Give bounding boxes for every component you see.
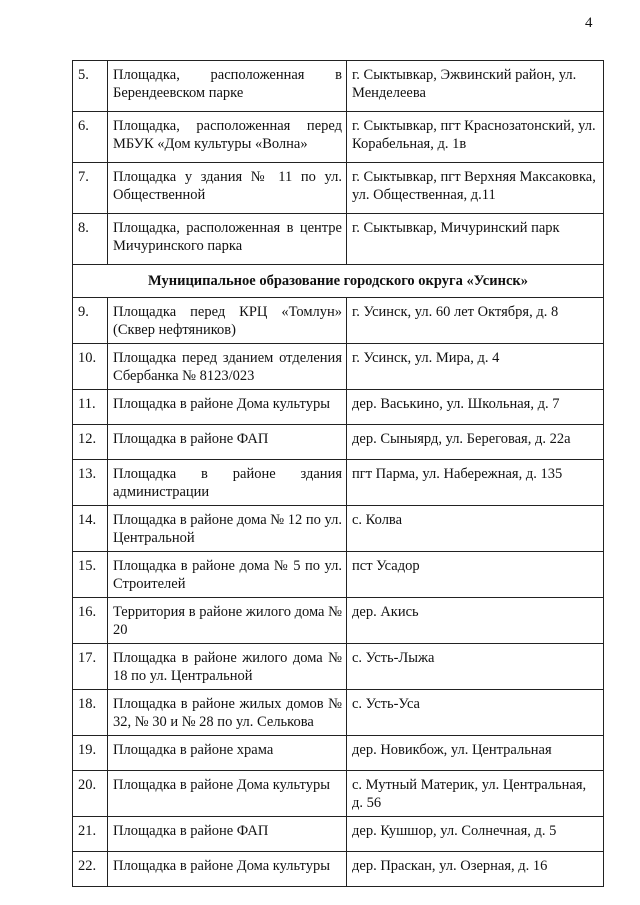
- table-row: [73, 61, 604, 112]
- site-address: дер. Акись: [347, 598, 604, 644]
- table-row: [73, 425, 604, 460]
- site-address: дер. Праскан, ул. Озерная, д. 16: [347, 852, 604, 887]
- site-name: Площадка у здания № 11 по ул. Общественной: [108, 163, 347, 214]
- row-number: 14.: [73, 506, 108, 552]
- page-number: 4: [585, 15, 593, 31]
- site-address: г. Сыктывкар, пгт Краснозатонский, ул. Корабельная, д. 1в: [347, 112, 604, 163]
- site-address: с. Усть-Лыжа: [347, 644, 604, 690]
- site-name: Площадка перед зданием отделения Сбербанка № 8123/023: [108, 344, 347, 390]
- site-address: г. Сыктывкар, Эжвинский район, ул. Менделеева: [347, 61, 604, 112]
- table-row: [73, 598, 604, 644]
- table-row: [73, 214, 604, 265]
- table-row: [73, 460, 604, 506]
- row-number: 18.: [73, 690, 108, 736]
- row-number: 8.: [73, 214, 108, 265]
- site-name: Площадка в районе Дома культуры: [108, 771, 347, 817]
- site-address: с. Колва: [347, 506, 604, 552]
- site-name: Площадка, расположенная перед МБУК «Дом культуры «Волна»: [108, 112, 347, 163]
- table-row: [73, 771, 604, 817]
- site-address: дер. Васькино, ул. Школьная, д. 7: [347, 390, 604, 425]
- site-address: пст Усадор: [347, 552, 604, 598]
- table-row: [73, 344, 604, 390]
- row-number: 12.: [73, 425, 108, 460]
- section-title: Муниципальное образование городского округа «Усинск»: [73, 265, 604, 298]
- table-row: [73, 163, 604, 214]
- row-number: 19.: [73, 736, 108, 771]
- table-row: [73, 736, 604, 771]
- site-name: Площадка в районе дома № 5 по ул. Строителей: [108, 552, 347, 598]
- table-row: [73, 690, 604, 736]
- sites-table: [72, 60, 604, 887]
- row-number: 13.: [73, 460, 108, 506]
- table-row: [73, 552, 604, 598]
- row-number: 16.: [73, 598, 108, 644]
- table-row: [73, 817, 604, 852]
- row-number: 5.: [73, 61, 108, 112]
- site-name: Площадка в районе ФАП: [108, 425, 347, 460]
- row-number: 11.: [73, 390, 108, 425]
- site-name: Площадка в районе жилых домов № 32, № 30 и № 28 по ул. Селькова: [108, 690, 347, 736]
- site-name: Площадка в районе жилого дома № 18 по ул. Центральной: [108, 644, 347, 690]
- row-number: 7.: [73, 163, 108, 214]
- row-number: 21.: [73, 817, 108, 852]
- row-number: 17.: [73, 644, 108, 690]
- site-name: Площадка перед КРЦ «Томлун» (Сквер нефтяников): [108, 298, 347, 344]
- table-row: [73, 390, 604, 425]
- row-number: 10.: [73, 344, 108, 390]
- site-address: дер. Кушшор, ул. Солнечная, д. 5: [347, 817, 604, 852]
- site-address: г. Усинск, ул. Мира, д. 4: [347, 344, 604, 390]
- row-number: 22.: [73, 852, 108, 887]
- site-name: Площадка в районе Дома культуры: [108, 852, 347, 887]
- site-address: пгт Парма, ул. Набережная, д. 135: [347, 460, 604, 506]
- table-row: [73, 852, 604, 887]
- site-address: г. Сыктывкар, пгт Верхняя Максаковка, ул. Общественная, д.11: [347, 163, 604, 214]
- section-header-row: [73, 265, 604, 298]
- site-name: Территория в районе жилого дома № 20: [108, 598, 347, 644]
- site-name: Площадка, расположенная в Берендеевском парке: [108, 61, 347, 112]
- table-row: [73, 112, 604, 163]
- table-row: [73, 644, 604, 690]
- row-number: 6.: [73, 112, 108, 163]
- site-name: Площадка в районе храма: [108, 736, 347, 771]
- site-name: Площадка в районе Дома культуры: [108, 390, 347, 425]
- site-address: с. Усть-Уса: [347, 690, 604, 736]
- site-name: Площадка, расположенная в центре Мичуринского парка: [108, 214, 347, 265]
- site-name: Площадка в районе дома № 12 по ул. Центральной: [108, 506, 347, 552]
- site-name: Площадка в районе здания администрации: [108, 460, 347, 506]
- row-number: 9.: [73, 298, 108, 344]
- sites-table-body: [73, 61, 604, 887]
- site-address: дер. Сыныярд, ул. Береговая, д. 22а: [347, 425, 604, 460]
- site-address: г. Сыктывкар, Мичуринский парк: [347, 214, 604, 265]
- row-number: 15.: [73, 552, 108, 598]
- site-address: г. Усинск, ул. 60 лет Октября, д. 8: [347, 298, 604, 344]
- site-name: Площадка в районе ФАП: [108, 817, 347, 852]
- site-address: с. Мутный Материк, ул. Центральная, д. 56: [347, 771, 604, 817]
- table-row: [73, 298, 604, 344]
- row-number: 20.: [73, 771, 108, 817]
- table-row: [73, 506, 604, 552]
- site-address: дер. Новикбож, ул. Центральная: [347, 736, 604, 771]
